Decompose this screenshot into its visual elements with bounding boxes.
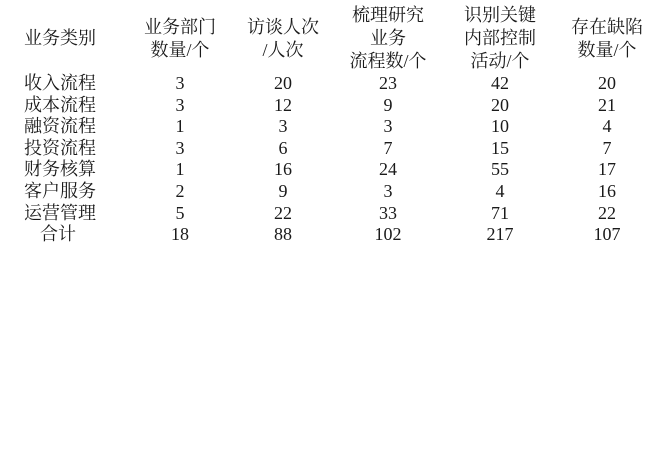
table-row	[10, 138, 656, 160]
cell-value: 10	[491, 116, 509, 137]
header-line: 数量/个	[577, 39, 637, 60]
cell-value: 3	[175, 94, 185, 115]
row-label: 融资流程	[24, 116, 96, 137]
cell-value: 20	[598, 73, 616, 94]
cell-value: 6	[278, 137, 288, 158]
cell-value: 7	[602, 137, 612, 158]
cell-value: 17	[598, 159, 616, 180]
cell-value: 16	[598, 181, 616, 202]
column-header-category	[10, 4, 128, 73]
header-line: 流程数/个	[349, 51, 427, 72]
total-value: 18	[171, 224, 189, 245]
cell-value: 22	[598, 202, 616, 223]
total-label: 合计	[40, 224, 76, 245]
cell-value: 3	[175, 137, 185, 158]
cell-value: 3	[383, 181, 393, 202]
table-row	[10, 159, 656, 181]
row-label: 财务核算	[24, 159, 96, 180]
column-header-defect-count	[558, 4, 656, 73]
column-header-process-count	[334, 4, 442, 73]
cell-value: 2	[175, 181, 185, 202]
table-header	[10, 4, 656, 73]
header-line: 存在缺陷	[571, 16, 643, 37]
cell-value: 3	[175, 73, 185, 94]
cell-value: 3	[383, 116, 393, 137]
cell-value: 24	[379, 159, 397, 180]
table-row	[10, 181, 656, 203]
cell-value: 1	[175, 159, 185, 180]
cell-value: 9	[383, 94, 393, 115]
cell-value: 20	[274, 73, 292, 94]
row-label: 客户服务	[24, 181, 96, 202]
cell-value: 20	[491, 94, 509, 115]
header-line: 访谈人次	[247, 16, 319, 37]
header-line: 业务部门	[144, 16, 216, 37]
total-value: 88	[274, 224, 292, 245]
cell-value: 33	[379, 202, 397, 223]
column-header-key-control-count	[442, 4, 558, 73]
row-label: 投资流程	[24, 137, 96, 158]
row-label: 运营管理	[24, 202, 96, 223]
table-row	[10, 95, 656, 117]
header-line: /人次	[262, 39, 304, 60]
cell-value: 15	[491, 137, 509, 158]
total-value: 217	[486, 224, 514, 245]
cell-value: 7	[383, 137, 393, 158]
cell-value: 42	[491, 73, 509, 94]
header-line: 内部控制	[464, 28, 536, 49]
cell-value: 21	[598, 94, 616, 115]
cell-value: 12	[274, 94, 292, 115]
row-label: 收入流程	[24, 73, 96, 94]
column-header-interview-count	[232, 4, 334, 73]
header-line: 识别关键	[464, 5, 536, 25]
cell-value: 23	[379, 73, 397, 94]
cell-value: 16	[274, 159, 292, 180]
cell-value: 9	[278, 181, 288, 202]
cell-value: 71	[491, 202, 509, 223]
total-value: 102	[374, 224, 402, 245]
table-header-row	[10, 4, 656, 73]
header-line: 梳理研究	[352, 5, 424, 25]
header-line: 业务类别	[24, 28, 96, 49]
column-header-department-count	[128, 4, 232, 73]
header-line: 数量/个	[150, 39, 210, 60]
business-category-table	[10, 4, 656, 246]
table-total-row	[10, 224, 656, 246]
cell-value: 4	[602, 116, 612, 137]
cell-value: 4	[495, 181, 505, 202]
header-line: 业务	[370, 28, 406, 49]
cell-value: 55	[491, 159, 509, 180]
header-line: 活动/个	[470, 51, 530, 72]
row-label: 成本流程	[24, 94, 96, 115]
table-row	[10, 73, 656, 95]
cell-value: 5	[175, 202, 185, 223]
cell-value: 22	[274, 202, 292, 223]
cell-value: 3	[278, 116, 288, 137]
total-value: 107	[593, 224, 621, 245]
table-body	[10, 73, 656, 246]
table-row	[10, 203, 656, 225]
cell-value: 1	[175, 116, 185, 137]
table-row	[10, 116, 656, 138]
